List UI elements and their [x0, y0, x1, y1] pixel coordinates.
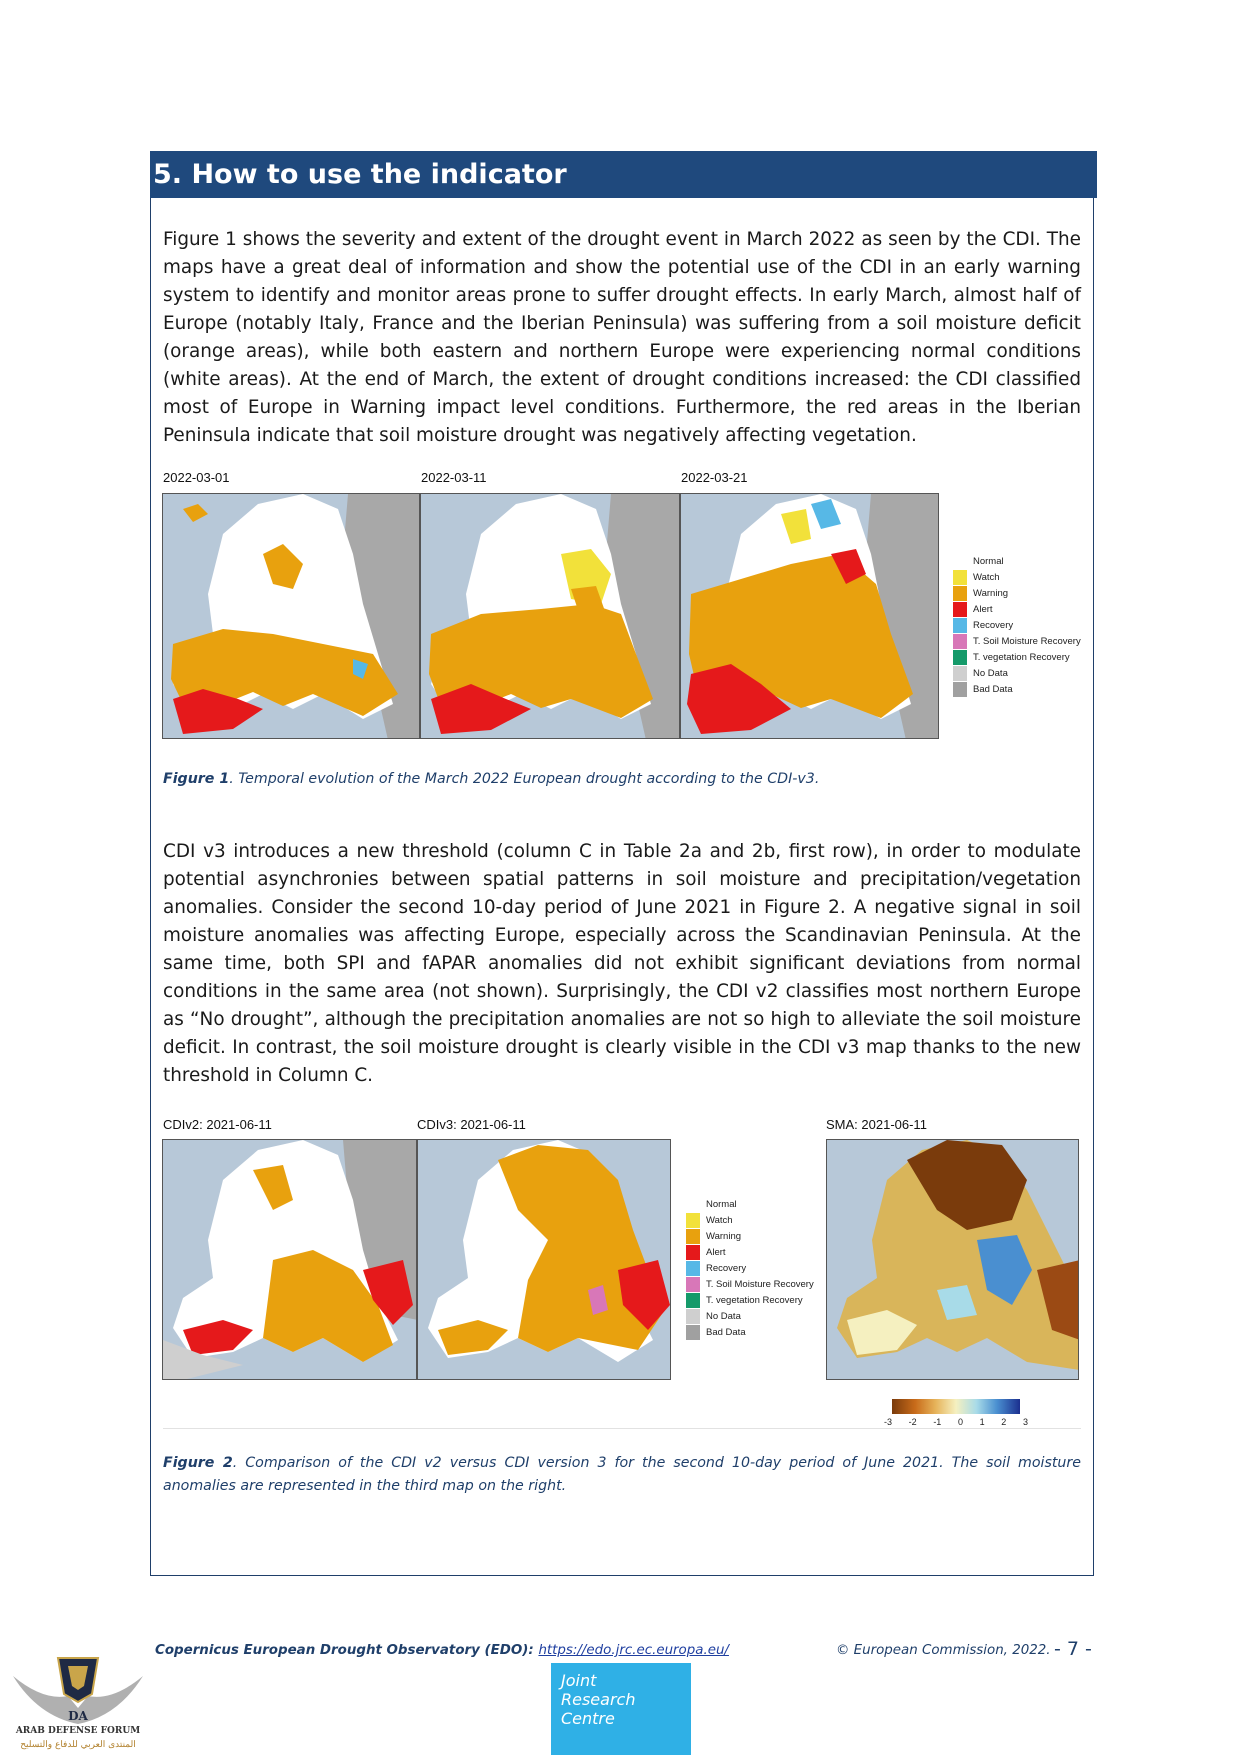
legend-swatch-normal [953, 554, 967, 569]
colorbar-tick: 1 [979, 1417, 985, 1427]
colorbar-tick: 3 [1022, 1417, 1028, 1427]
legend-label: Normal [973, 555, 1004, 567]
legend-label: Alert [973, 603, 993, 615]
legend-item [686, 1244, 814, 1260]
legend-label: Alert [706, 1246, 726, 1258]
legend-item [953, 553, 1081, 569]
legend-item [686, 1308, 814, 1324]
fig1-map-label-3: 2022-03-21 [681, 470, 748, 485]
legend-swatch-veg-recovery [686, 1293, 700, 1308]
legend-label: Recovery [706, 1262, 747, 1274]
watermark-line1: ARAB DEFENSE FORUM [15, 1726, 141, 1736]
fig2-legend [686, 1196, 814, 1340]
legend-label: Recovery [973, 619, 1014, 631]
legend-label: Warning [706, 1230, 742, 1242]
figure1-caption [163, 768, 1081, 791]
legend-swatch-alert [686, 1245, 700, 1260]
fig1-map-label-2: 2022-03-11 [421, 470, 487, 485]
legend-swatch-recovery [953, 618, 967, 633]
fig2-map-cdiv3 [417, 1139, 671, 1380]
eagle-emblem-icon [8, 1646, 148, 1726]
legend-item [953, 569, 1081, 585]
legend-item [953, 649, 1081, 665]
legend-swatch-warning [953, 586, 967, 601]
colorbar-tick: 2 [1001, 1417, 1007, 1427]
figure2-divider [163, 1428, 1081, 1429]
legend-swatch-watch [686, 1213, 700, 1228]
footer-edo-label: Copernicus European Drought Observatory (EDO): [155, 1643, 539, 1658]
figure1-caption-text: . Temporal evolution of the March 2022 European drought according to the CDI-v3. [229, 771, 820, 787]
legend-swatch-soil-recovery [686, 1277, 700, 1292]
fig1-legend [953, 553, 1081, 697]
legend-item [953, 601, 1081, 617]
figure2-caption [163, 1452, 1081, 1498]
fig2-map-label-3: SMA: 2021-06-11 [826, 1117, 927, 1132]
legend-label: T. Soil Moisture Recovery [973, 635, 1081, 647]
legend-label: T. Soil Moisture Recovery [706, 1278, 814, 1290]
jrc-logo-text [561, 1671, 635, 1728]
sma-colorbar-ticks [884, 1417, 1028, 1427]
watermark-line2: المنتدى العربي للدفاع والتسليح [20, 1740, 136, 1750]
fig2-map-sma [826, 1139, 1079, 1380]
legend-item [686, 1292, 814, 1308]
fig2-map-label-1: CDIv2: 2021-06-11 [163, 1117, 272, 1132]
legend-swatch-normal [686, 1197, 700, 1212]
legend-swatch-bad-data [953, 682, 967, 697]
jrc-line: Research [561, 1690, 636, 1709]
legend-label: Bad Data [706, 1326, 746, 1338]
fig1-map-2022-03-11 [420, 493, 680, 739]
legend-item [953, 681, 1081, 697]
footer-copyright: © European Commission, 2022. [836, 1643, 1051, 1658]
legend-item [686, 1260, 814, 1276]
figure1-caption-label: Figure 1 [163, 771, 230, 787]
legend-swatch-no-data [953, 666, 967, 681]
legend-swatch-watch [953, 570, 967, 585]
legend-item [953, 617, 1081, 633]
sma-colorbar [892, 1399, 1020, 1414]
legend-swatch-veg-recovery [953, 650, 967, 665]
legend-item [686, 1228, 814, 1244]
legend-item [686, 1212, 814, 1228]
colorbar-tick: 0 [957, 1417, 963, 1427]
legend-swatch-no-data [686, 1309, 700, 1324]
legend-swatch-alert [953, 602, 967, 617]
legend-swatch-recovery [686, 1261, 700, 1276]
legend-label: No Data [706, 1310, 741, 1322]
paragraph-figure1-intro: Figure 1 shows the severity and extent of the drought event in March 2022 as seen by the CDI. The maps have a great deal of information and show the potential use of the CDI in an early warning system to identify and monitor areas prone to suffer drought effects. In early March, almost half of Europe (notably Italy, France and the Iberian Peninsula) was suffering from a soil moisture deficit (orange areas), while both eastern and northern Europe were experiencing normal conditions (white areas). At the end of March, the extent of drought conditions increased: the CDI classified most of Europe in Warning impact level conditions. Furthermore, the red areas in the Iberian Peninsula indicate that soil moisture drought was negatively affecting vegetation. [163, 229, 1081, 446]
fig2-map-label-2: CDIv3: 2021-06-11 [417, 1117, 526, 1132]
page-number: - 7 - [1054, 1638, 1092, 1660]
legend-label: Warning [973, 587, 1009, 599]
fig1-map-2022-03-21 [680, 493, 939, 739]
jrc-line: Joint [561, 1671, 597, 1690]
legend-label: No Data [973, 667, 1008, 679]
fig1-map-label-1: 2022-03-01 [163, 470, 230, 485]
legend-item [686, 1324, 814, 1340]
legend-swatch-bad-data [686, 1325, 700, 1340]
figure2-caption-text: . Comparison of the CDI v2 versus CDI version 3 for the second 10-day period of June 2021. The soil moisture anomalies are represented in the third map on the right. [163, 1455, 1081, 1494]
fig2-map-cdiv2 [162, 1139, 417, 1380]
legend-item [686, 1196, 814, 1212]
colorbar-tick: -3 [884, 1417, 893, 1427]
jrc-line: Centre [561, 1709, 615, 1728]
colorbar-tick: -2 [908, 1417, 917, 1427]
legend-swatch-soil-recovery [953, 634, 967, 649]
footer-edo [155, 1643, 729, 1658]
legend-label: T. vegetation Recovery [706, 1294, 803, 1306]
colorbar-tick: -1 [933, 1417, 942, 1427]
legend-swatch-warning [686, 1229, 700, 1244]
legend-label: Watch [973, 571, 1000, 583]
legend-item [953, 633, 1081, 649]
legend-label: Watch [706, 1214, 733, 1226]
footer-edo-link[interactable]: https://edo.jrc.ec.europa.eu/ [538, 1643, 729, 1658]
legend-item [686, 1276, 814, 1292]
legend-label: Normal [706, 1198, 737, 1210]
fig1-map-2022-03-01 [162, 493, 420, 739]
legend-label: Bad Data [973, 683, 1013, 695]
jrc-logo [551, 1663, 691, 1755]
paragraph-figure2-intro: CDI v3 introduces a new threshold (column C in Table 2a and 2b, first row), in order to modulate potential asynchronies between spatial patterns in soil moisture and precipitation/vegetation anomalies. Consider the second 10-day period of June 2021 in Figure 2. A negative signal in soil moisture anomalies was affecting Europe, especially across the Scandinavian Peninsula. At the same time, both SPI and fAPAR anomalies did not exhibit significant deviations from normal conditions in the same area (not shown). Surprisingly, the CDI v2 classifies most northern Europe as “No drought”, although the precipitation anomalies are not so high to alleviate the soil moisture deficit. In contrast, the soil moisture drought is clearly visible in the CDI v3 map thanks to the new threshold in Column C. [163, 841, 1081, 1086]
legend-item [953, 665, 1081, 681]
legend-item [953, 585, 1081, 601]
legend-label: T. vegetation Recovery [973, 651, 1070, 663]
arab-defense-forum-watermark [8, 1646, 148, 1755]
section-header: 5. How to use the indicator [150, 151, 1097, 198]
figure2-caption-label: Figure 2 [163, 1455, 233, 1471]
watermark-mark: DA [68, 1709, 88, 1723]
